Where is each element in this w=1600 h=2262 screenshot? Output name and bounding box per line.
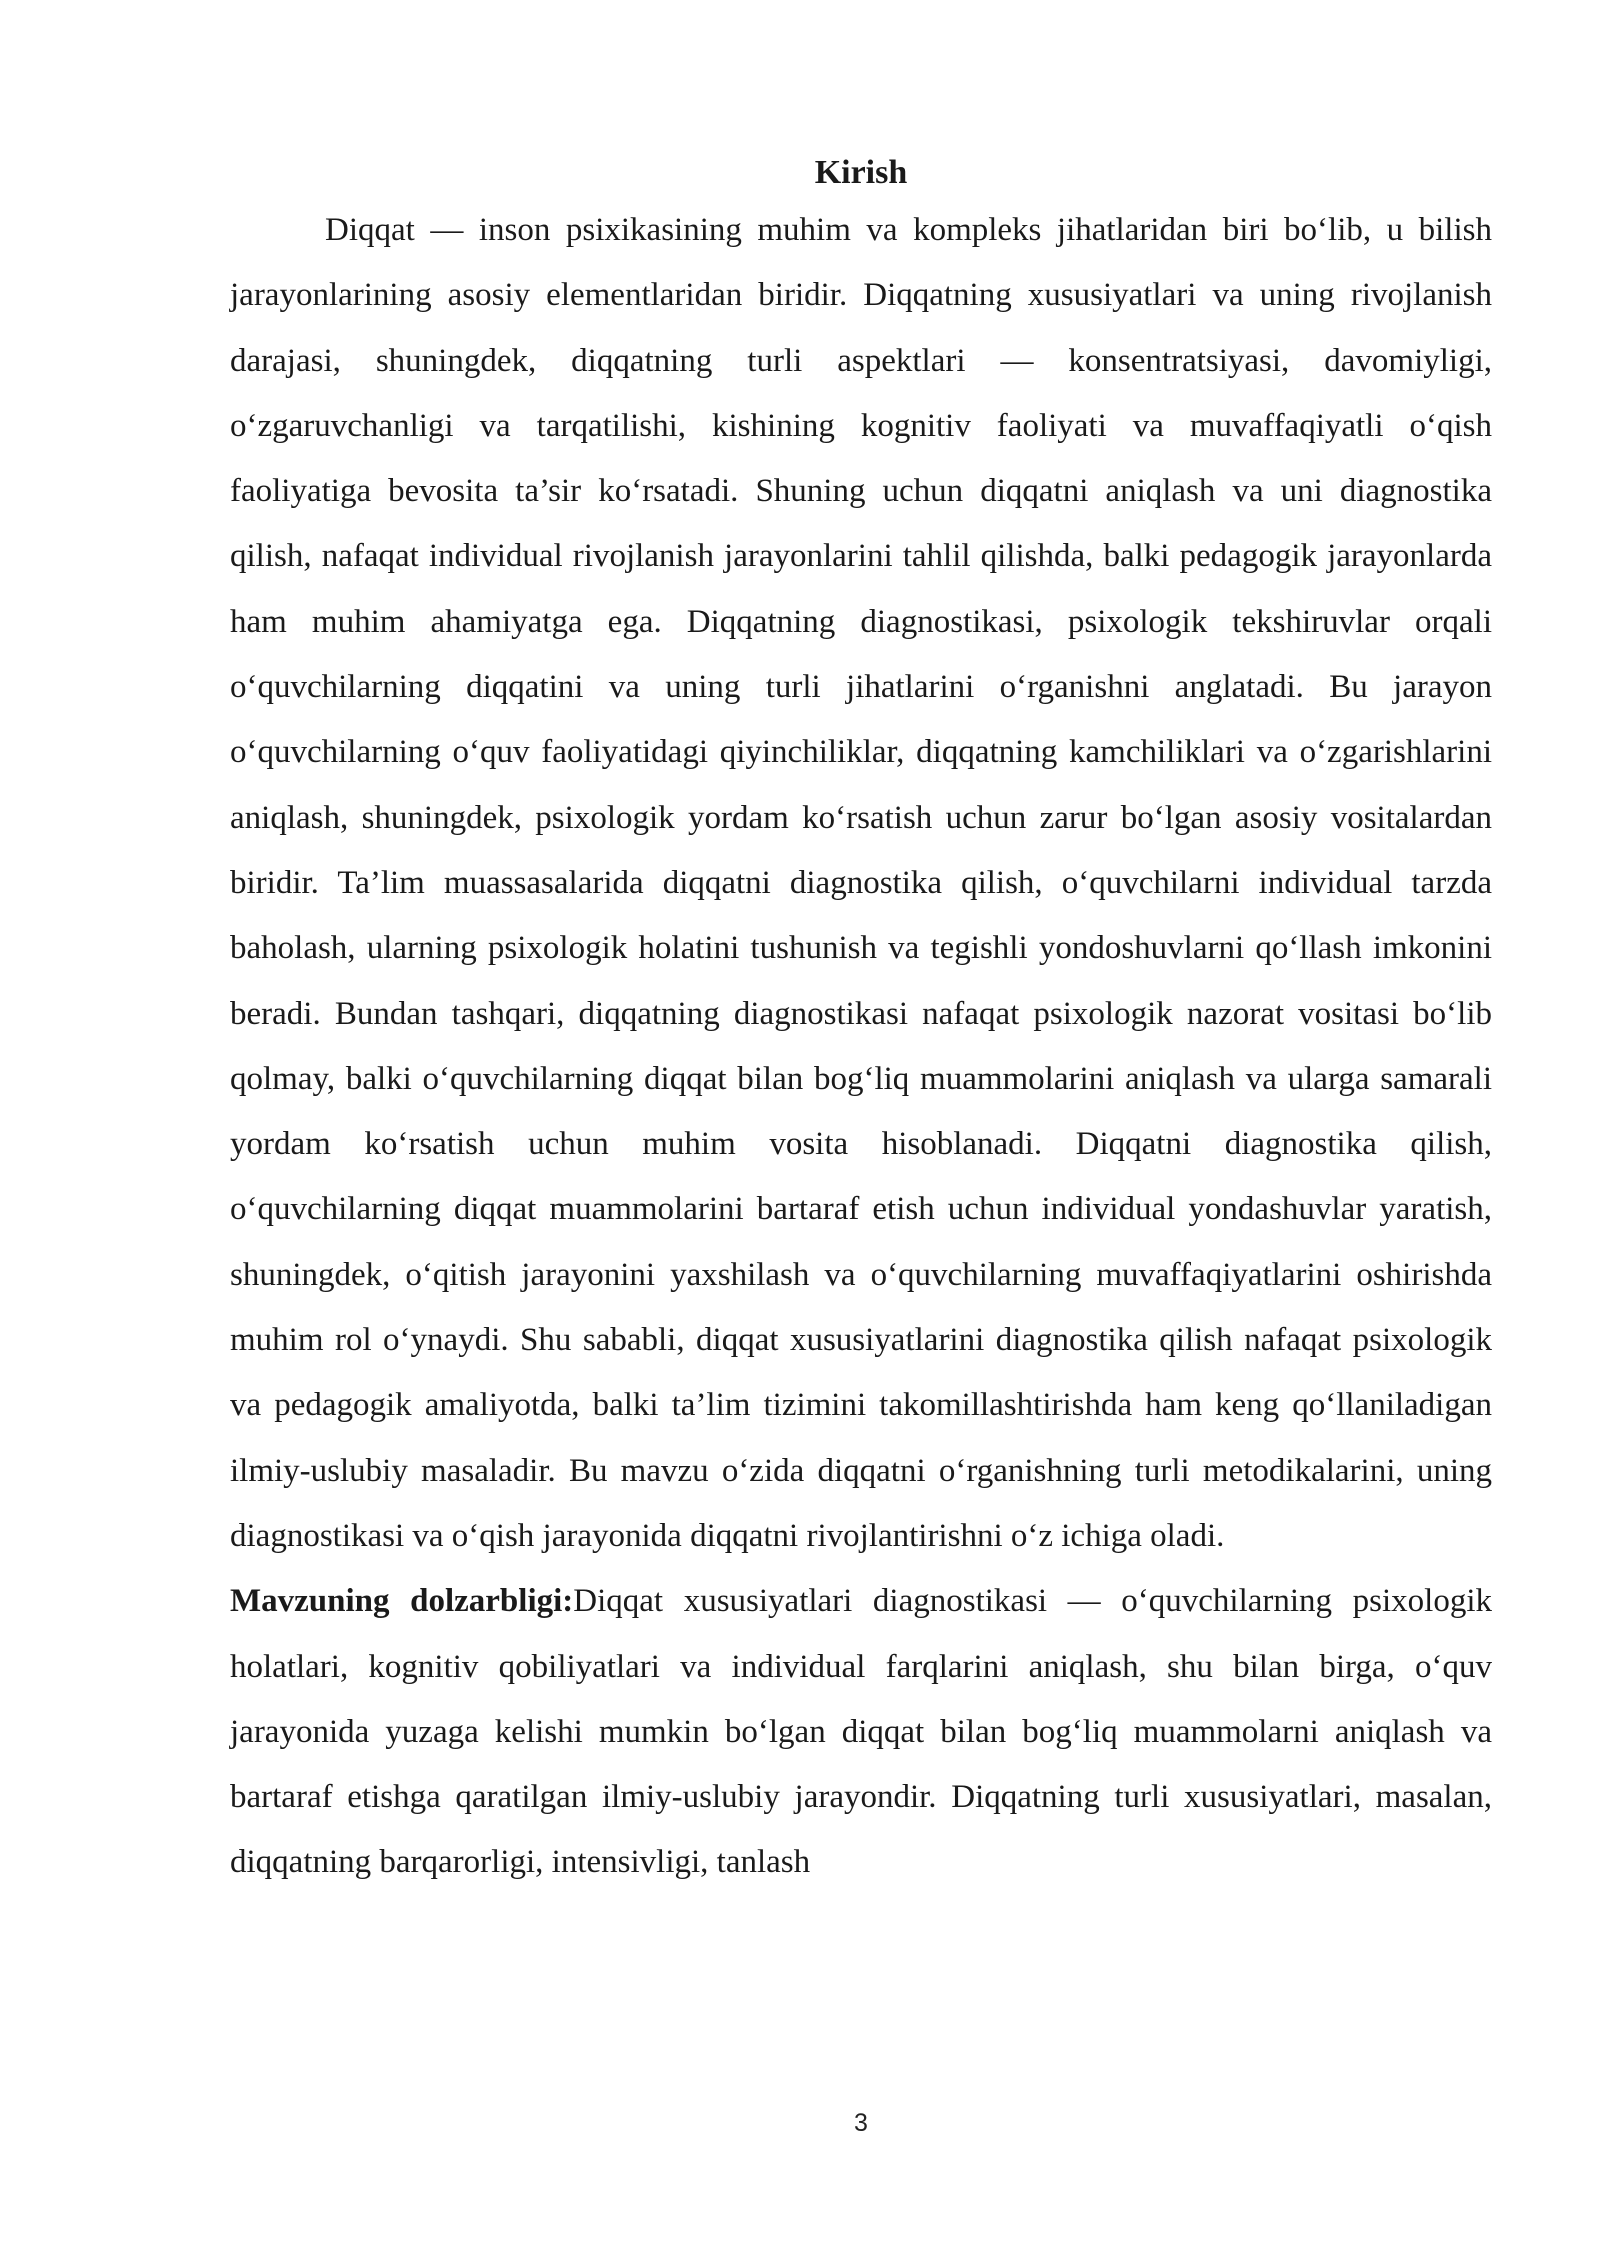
intro-paragraph: Diqqat — inson psixikasining muhim va kompleks jihatlaridan biri bo‘lib, u bilish jarayonlarining asosiy elementlaridan biridir. Diqqatning xususiyatlari va uning rivojlanish darajasi, shuningdek, diqqatning turli aspektlari — konsentratsiyasi, davomiyligi, o‘zgaruvchanligi va tarqatilishi, kishining kognitiv faoliyati va muvaffaqiyatli o‘qish faoliyatiga bevosita ta’sir ko‘rsatadi. Shuning uchun diqqatni aniqlash va uni diagnostika qilish, nafaqat individual rivojlanish jarayonlarini tahlil qilishda, balki pedagogik jarayonlarda ham muhim ahamiyatga ega. Diqqatning diagnostikasi, psixologik tekshiruvlar orqali o‘quvchilarning diqqatini va uning turli jihatlarini o‘rganishni anglatadi. Bu jarayon o‘quvchilarning o‘quv faoliyatidagi qiyinchiliklar, diqqatning kamchiliklari va o‘zgarishlarini aniqlash, shuningdek, psixologik yordam ko‘rsatish uchun zarur bo‘lgan asosiy vositalardan biridir. Ta’lim muassasalarida diqqatni diagnostika qilish, o‘quvchilarni individual tarzda baholash, ularning psixologik holatini tushunish va tegishli yondoshuvlarni qo‘llash imkonini beradi. Bundan tashqari, diqqatning diagnostikasi nafaqat psixologik nazorat vositasi bo‘lib qolmay, balki o‘quvchilarning diqqat bilan bog‘liq muammolarini aniqlash va ularga samarali yordam ko‘rsatish uchun muhim vosita hisoblanadi. Diqqatni diagnostika qilish, o‘quvchilarning diqqat muammolarini bartaraf etish uchun individual yondashuvlar yaratish, shuningdek, o‘qitish jarayonini yaxshilash va o‘quvchilarning muvaffaqiyatlarini oshirishda muhim rol o‘ynaydi. Shu sababli, diqqat xususiyatlarini diagnostika qilish nafaqat psixologik va pedagogik amaliyotda, balki ta’lim tizimini takomillashtirishda ham keng qo‘llaniladigan ilmiy-uslubiy masaladir. Bu mavzu o‘zida diqqatni o‘rganishning turli metodikalarini, uning diagnostikasi va o‘qish jarayonida diqqatni rivojlantirishni o‘z ichiga oladi. — [230, 212, 1492, 1554]
relevance-paragraph — [230, 1569, 1492, 1895]
relevance-label: Mavzuning dolzarbligi: — [230, 1583, 574, 1620]
section-heading: Kirish — [814, 154, 908, 191]
page-number: 3 — [854, 2109, 868, 2137]
page-content — [230, 148, 1492, 1896]
relevance-text: Diqqat xususiyatlari diagnostikasi — o‘quvchilarning psixologik holatlari, kognitiv qobiliyatlari va individual farqlarini aniqlash, shu bilan birga, o‘quv jarayonida yuzaga kelishi mumkin bo‘lgan diqqat bilan bog‘liq muammolarni aniqlash va bartaraf etishga qaratilgan ilmiy-uslubiy jarayondir. Diqqatning turli xususiyatlari, masalan, diqqatning barqarorligi, intensivligi, tanlash — [230, 1583, 1492, 1881]
